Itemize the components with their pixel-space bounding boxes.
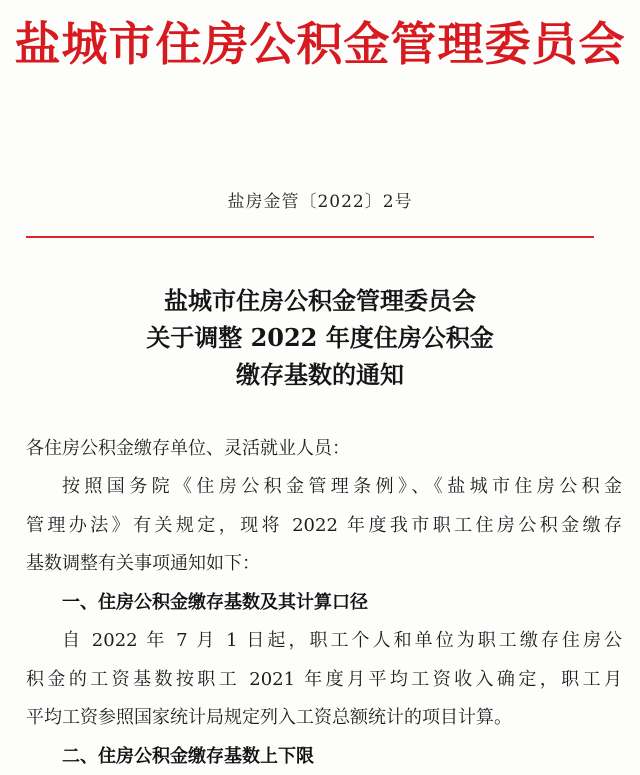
paragraph-1-line-1: 按照国务院《住房公积金管理条例》、《盐城市住房公积金 [62,476,622,497]
title-line-1: 盐城市住房公积金管理委员会 [164,286,476,315]
agency-header: 盐城市住房公积金管理委员会 [14,17,626,71]
section-2-heading: 二、住房公积金缴存基数上下限 [62,746,314,767]
paragraph-1-line-3: 基数调整有关事项通知如下： [26,553,260,574]
paragraph-2-line-3: 平均工资参照国家统计局规定列入工资总额统计的项目计算。 [26,707,512,728]
paragraph-2-line-1: 自 2022 年 7 月 1 日起，职工个人和单位为职工缴存住房公 [62,630,622,651]
paragraph-1-line-2: 管理办法》有关规定，现将 2022 年度我市职工住房公积金缴存 [26,515,622,536]
title-line-3: 缴存基数的通知 [236,360,404,389]
salutation: 各住房公积金缴存单位、灵活就业人员： [26,438,350,459]
red-divider-line [26,236,594,238]
section-1-heading: 一、住房公积金缴存基数及其计算口径 [62,592,368,613]
paragraph-2-line-2: 积金的工资基数按职工 2021 年度月平均工资收入确定，职工月 [26,669,622,690]
document-number: 盐房金管〔2022〕2号 [227,192,413,212]
title-line-2: 关于调整 2022 年度住房公积金 [146,323,494,352]
